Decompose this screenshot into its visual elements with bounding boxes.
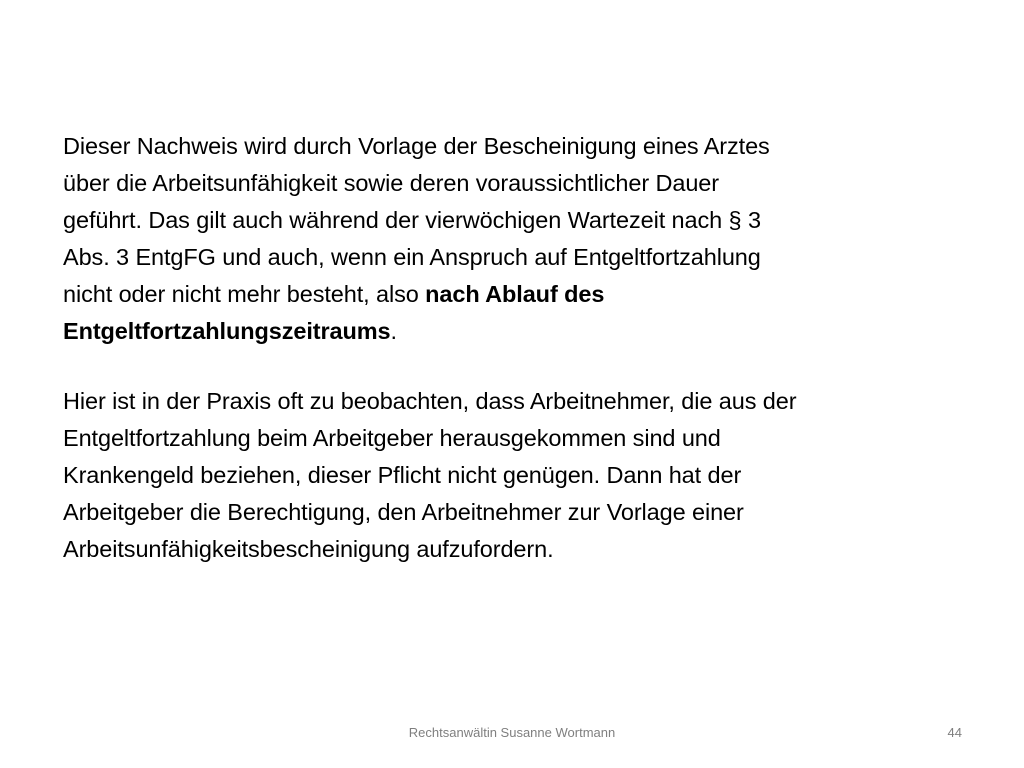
paragraph-1-line-5-text: nicht oder nicht mehr besteht, also	[63, 281, 426, 307]
paragraph-2-line-3: Krankengeld beziehen, dieser Pflicht nicht genügen. Dann hat der	[63, 462, 742, 488]
footer-author: Rechtsanwältin Susanne Wortmann	[408, 725, 616, 740]
paragraph-1-period: .	[390, 318, 397, 344]
paragraph-1-line-6	[63, 313, 968, 350]
paragraph-1-line-3: geführt. Das gilt auch während der vierwöchigen Wartezeit nach § 3	[63, 207, 761, 233]
paragraph-1-line-2: über die Arbeitsunfähigkeit sowie deren voraussichtlicher Dauer	[63, 170, 719, 196]
page-number: 44	[947, 725, 962, 740]
paragraph-1-line-4: Abs. 3 EntgFG und auch, wenn ein Anspruch auf Entgeltfortzahlung	[63, 244, 761, 270]
slide-body	[63, 128, 968, 568]
paragraph-2-line-2: Entgeltfortzahlung beim Arbeitgeber herausgekommen sind und	[63, 425, 721, 451]
paragraph-2-line-5: Arbeitsunfähigkeitsbescheinigung aufzufordern.	[63, 536, 554, 562]
paragraph-1-line-5	[63, 276, 968, 313]
paragraph-2-line-1: Hier ist in der Praxis oft zu beobachten, dass Arbeitnehmer, die aus der	[63, 388, 797, 414]
emphasis-term: Entgeltfortzahlungszeitraums	[63, 318, 391, 344]
paragraph-2-line-4: Arbeitgeber die Berechtigung, den Arbeitnehmer zur Vorlage einer	[63, 499, 744, 525]
paragraph-1-line-1: Dieser Nachweis wird durch Vorlage der Bescheinigung eines Arztes	[63, 133, 770, 159]
paragraph-1	[63, 128, 968, 350]
paragraph-2	[63, 383, 968, 568]
emphasis-text: nach Ablauf des	[425, 281, 605, 307]
